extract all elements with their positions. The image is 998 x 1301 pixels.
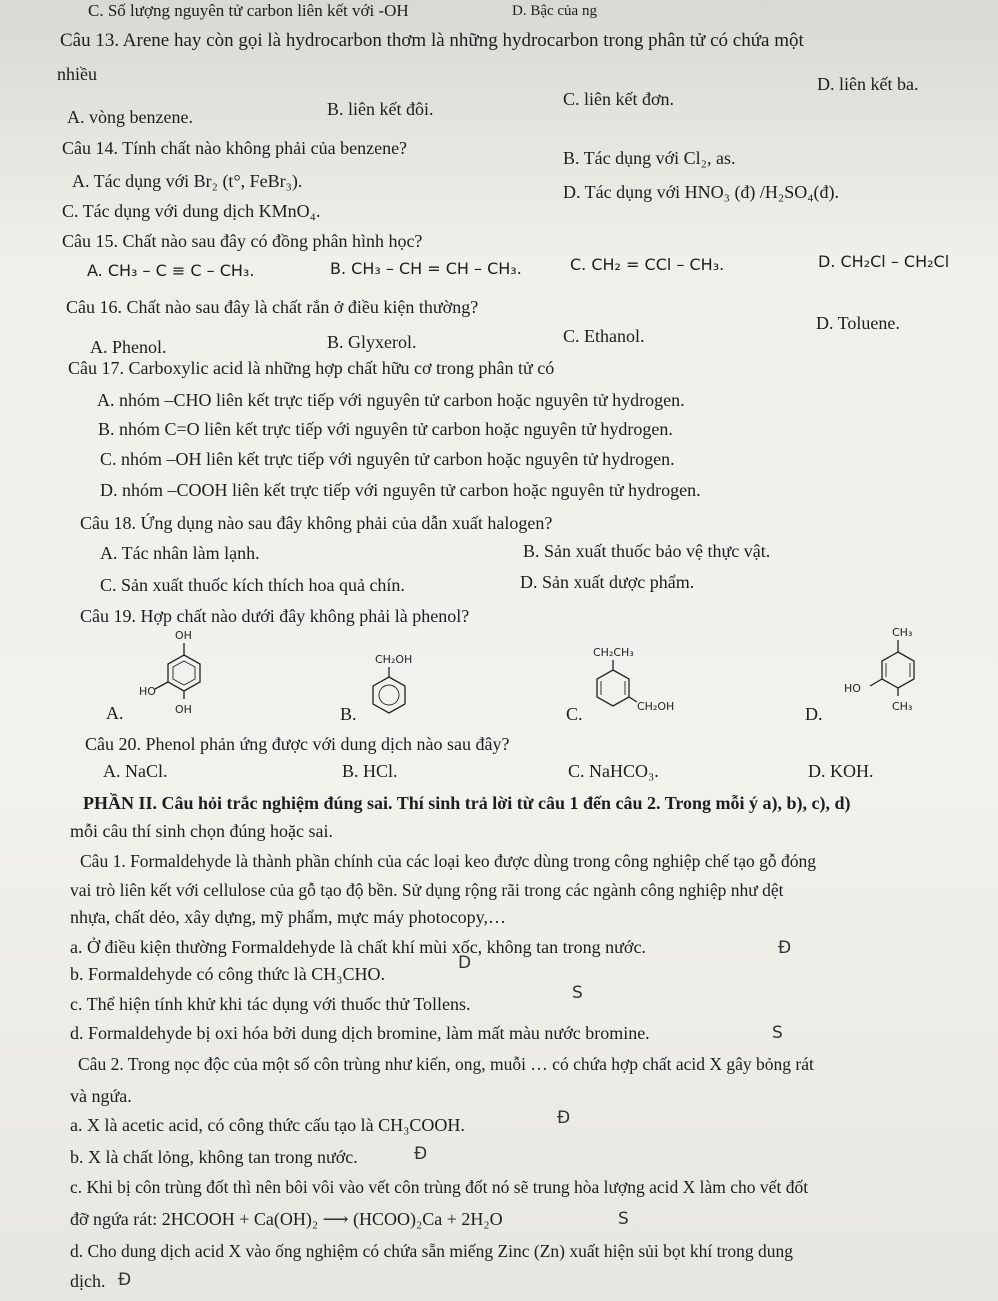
q19-option-b: B. [340, 704, 357, 724]
q15-option-b: B. CH₃ – CH = CH – CH₃. [330, 259, 522, 278]
prev-question-option-d: D. Bậc của ng [512, 3, 597, 19]
q19-structure-b [355, 645, 455, 730]
q15-option-d: D. CH₂Cl – CH₂Cl [818, 252, 950, 271]
part2-q2-line2: và ngứa. [70, 1086, 132, 1106]
part2-q2-a: a. X là acetic acid, có công thức cấu tạo là CH₃COOH. [70, 1115, 465, 1135]
q2b-handwritten-mark: Đ [414, 1144, 428, 1164]
a-ho: HO [139, 685, 156, 698]
part2-heading: PHẦN II. Câu hỏi trắc nghiệm đúng sai. Thí sinh trả lời từ câu 1 đến câu 2. Trong mỗi ý a), b), c), d) [83, 793, 851, 813]
q20-option-d: D. KOH. [808, 761, 874, 781]
q18-stem: Câu 18. Ứng dụng nào sau đây không phải của dẫn xuất halogen? [80, 513, 553, 533]
q17-option-d: D. nhóm –COOH liên kết trực tiếp với nguyên tử carbon hoặc nguyên tử hydrogen. [100, 480, 701, 500]
q17-option-a: A. nhóm –CHO liên kết trực tiếp với nguyên tử carbon hoặc nguyên tử hydrogen. [97, 390, 685, 410]
q13-stem [60, 30, 804, 52]
q16-option-b: B. Glyxerol. [327, 332, 417, 352]
part2-q1-b: b. Formaldehyde có công thức là CH₃CHO. [70, 964, 385, 984]
part2-q2-c-line1: c. Khi bị côn trùng đốt thì nên bôi vôi vào vết côn trùng đốt nó sẽ trung hòa lượng acid X làm cho vết đốt [70, 1177, 809, 1197]
q14-option-c: C. Tác dụng với dung dịch KMnO₄. [62, 201, 321, 221]
q19-structure-c [585, 638, 715, 733]
q16-option-c: C. Ethanol. [563, 326, 645, 346]
part2-q2-c-line2: đỡ ngứa rát: 2HCOOH + Ca(OH)₂ ⟶ (HCOO)₂Ca + 2H₂O [70, 1209, 503, 1229]
q16-option-d: D. Toluene. [816, 313, 900, 333]
prev-question-option-c: C. Số lượng nguyên tử carbon liên kết với -OH [88, 1, 409, 20]
q18-option-a: A. Tác nhân làm lạnh. [100, 543, 260, 563]
part2-q1-c: c. Thể hiện tính khử khi tác dụng với thuốc thử Tollens. [70, 994, 471, 1014]
part2-q2-d-line2: dịch. [70, 1271, 106, 1291]
q17-stem: Câu 17. Carboxylic acid là những hợp chất hữu cơ trong phân tử có [68, 358, 555, 378]
q20-option-c: C. NaHCO₃. [568, 761, 659, 781]
d-ho: HO [844, 682, 861, 695]
q2c-handwritten-mark: S [618, 1209, 629, 1229]
part2-q1-line3: nhựa, chất dẻo, xây dựng, mỹ phẩm, mực máy photocopy,… [70, 907, 507, 927]
q1a-handwritten-mark: Đ [778, 938, 792, 958]
d-ch3-top: CH₃ [892, 626, 913, 639]
q20-option-a: A. NaCl. [103, 761, 168, 781]
q13-stem-cont: nhiều [57, 64, 97, 84]
q13-option-d: D. liên kết ba. [817, 74, 919, 94]
q19-option-c: C. [566, 704, 583, 724]
part2-q2-d-line1: d. Cho dung dịch acid X vào ống nghiệm có chứa sẵn miếng Zinc (Zn) xuất hiện sủi bọt khí trong dung [70, 1241, 793, 1261]
a-oh-top: OH [175, 629, 192, 642]
q19-option-a: A. [106, 703, 124, 723]
q1d-handwritten-mark: S [772, 1023, 783, 1043]
q14-option-b: B. Tác dụng với Cl₂, as. [563, 148, 736, 168]
q15-option-a: A. CH₃ – C ≡ C – CH₃. [87, 261, 255, 280]
d-ch3-bottom: CH₃ [892, 700, 913, 713]
part2-q1-line2: vai trò liên kết với cellulose của gỗ tạo độ bền. Sử dụng rộng rãi trong các ngành công nghiệp như dệt [70, 880, 784, 900]
q15-stem: Câu 15. Chất nào sau đây có đồng phân hình học? [62, 231, 423, 251]
q13-option-c: C. liên kết đơn. [563, 89, 675, 109]
c-ch2ch3: CH₂CH₃ [593, 646, 634, 659]
b-ch2oh: CH₂OH [375, 653, 413, 666]
q19-option-d: D. [805, 704, 823, 724]
q16-stem: Câu 16. Chất nào sau đây là chất rắn ở điều kiện thường? [66, 297, 479, 317]
q20-stem: Câu 20. Phenol phản ứng được với dung dịch nào sau đây? [85, 734, 510, 754]
q14-stem: Câu 14. Tính chất nào không phải của benzene? [62, 138, 408, 158]
q19-stem: Câu 19. Hợp chất nào dưới đây không phải là phenol? [80, 606, 470, 626]
part2-q1-a: a. Ở điều kiện thường Formaldehyde là chất khí mùi xốc, không tan trong nước. [70, 937, 646, 957]
q13-option-a: A. vòng benzene. [67, 107, 193, 127]
q2a-handwritten-mark: Đ [557, 1108, 571, 1128]
q16-option-a: A. Phenol. [90, 337, 167, 357]
q1b-handwritten-mark: D [458, 953, 472, 973]
q14-option-a: A. Tác dụng với Br₂ (t°, FeBr₃). [72, 171, 303, 191]
q13-option-b: B. liên kết đôi. [327, 99, 434, 119]
q19-structure-a [125, 625, 235, 725]
q18-option-b: B. Sản xuất thuốc bảo vệ thực vật. [523, 541, 771, 561]
q2d-handwritten-mark: Đ [118, 1270, 132, 1290]
q18-option-c: C. Sản xuất thuốc kích thích hoa quả chín. [100, 575, 405, 595]
q14-option-d: D. Tác dụng với HNO₃ (đ) /H₂SO₄(đ). [563, 182, 839, 202]
a-oh-bottom: OH [175, 703, 192, 716]
part2-q2-line1: Câu 2. Trong nọc độc của một số côn trùng như kiến, ong, muỗi … có chứa hợp chất acid X gây bỏng rát [78, 1054, 814, 1074]
part2-q1-d: d. Formaldehyde bị oxi hóa bởi dung dịch bromine, làm mất màu nước bromine. [70, 1023, 650, 1043]
q20-option-b: B. HCl. [342, 761, 398, 781]
part2-heading-cont: mỗi câu thí sinh chọn đúng hoặc sai. [70, 821, 333, 841]
part2-q2-b: b. X là chất lỏng, không tan trong nước. [70, 1147, 358, 1167]
q17-option-b: B. nhóm C=O liên kết trực tiếp với nguyên tử carbon hoặc nguyên tử hydrogen. [98, 419, 673, 439]
part2-q1-line1: Câu 1. Formaldehyde là thành phần chính của các loại keo được dùng trong công nghiệp chế tạo gỗ đóng [80, 851, 817, 871]
q1c-handwritten-mark: S [572, 983, 583, 1003]
q13-stem-text: Câu 13. Arene hay còn gọi là hydrocarbon thơm là những hydrocarbon trong phân tử có chứa một [60, 30, 804, 51]
q15-option-c: C. CH₂ = CCl – CH₃. [570, 255, 725, 274]
q17-option-c: C. nhóm –OH liên kết trực tiếp với nguyên tử carbon hoặc nguyên tử hydrogen. [100, 449, 675, 469]
q19-structure-d [840, 618, 950, 723]
q18-option-d: D. Sản xuất dược phẩm. [520, 572, 695, 592]
c-ch2oh: CH₂OH [637, 700, 675, 713]
